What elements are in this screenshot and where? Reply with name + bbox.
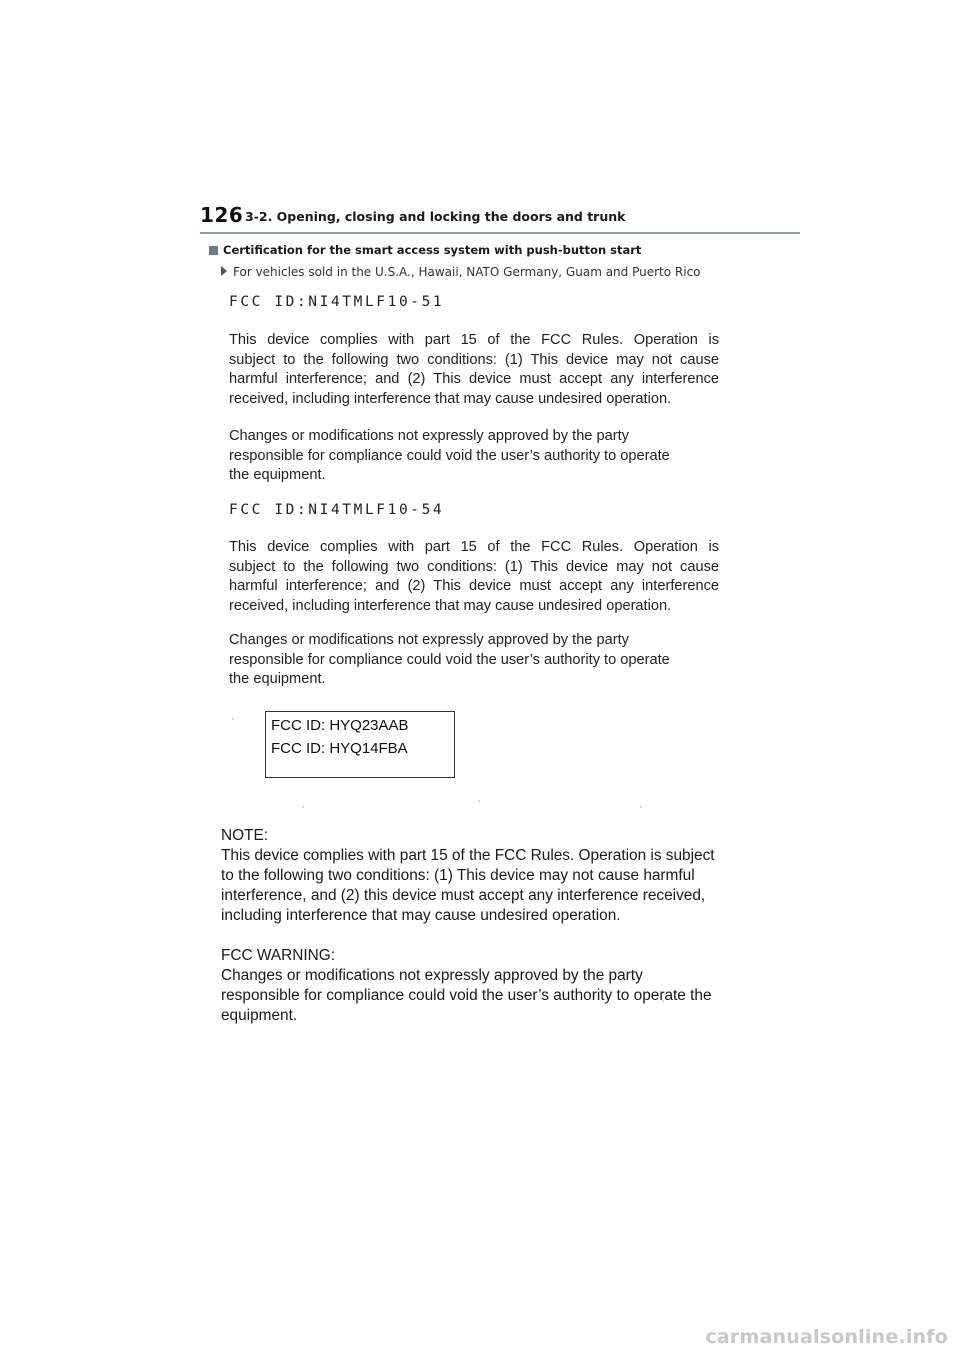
header-divider [200, 232, 800, 234]
vehicle-region-text: For vehicles sold in the U.S.A., Hawaii, NATO Germany, Guam and Puerto Rico [233, 265, 701, 279]
text-line: the equipment. [229, 671, 326, 688]
fcc-id-box [265, 711, 455, 778]
subheading [209, 243, 641, 257]
compliance-statement-1 [229, 331, 719, 409]
fcc-id-heading-1: FCC ID:NI4TMLF10-51 [229, 294, 445, 310]
note-section [221, 826, 741, 926]
vehicle-region-bullet [221, 265, 701, 279]
text-line: received, including interference that may cause undesired operation. [229, 597, 672, 614]
text-line: This device complies with part 15 of the FCC Rules. Operation is [229, 539, 719, 555]
fcc-id-line: FCC ID: HYQ23AAB [271, 717, 409, 734]
modification-warning-1 [229, 427, 719, 486]
scan-speck [232, 718, 234, 720]
text-line: received, including interference that may cause undesired operation. [229, 390, 672, 407]
text-line: harmful interference; and (2) This device must accept any interference [229, 371, 719, 388]
fcc-warning-section [221, 946, 741, 1026]
text-line: harmful interference; and (2) This device must accept any interference [229, 578, 719, 595]
text-line: responsible for compliance could void the user’s authority to operate [229, 651, 670, 668]
text-line: Changes or modifications not expressly approved by the party [221, 967, 643, 984]
fcc-id-line: FCC ID: HYQ14FBA [271, 740, 408, 757]
text-line: This device complies with part 15 of the FCC Rules. Operation is subject [221, 847, 715, 864]
text-line: equipment. [221, 1007, 298, 1024]
text-line: responsible for compliance could void the user’s authority to operate the [221, 987, 712, 1004]
square-bullet-icon [209, 246, 218, 255]
compliance-statement-2 [229, 538, 719, 616]
text-line: interference, and (2) this device must accept any interference received, [221, 887, 706, 904]
text-line: This device complies with part 15 of the FCC Rules. Operation is [229, 332, 719, 348]
subheading-text: Certification for the smart access system with push-button start [223, 243, 642, 257]
text-line: subject to the following two conditions: (1) This device may not cause [229, 351, 719, 368]
note-label: NOTE: [221, 827, 269, 844]
fcc-id-heading-2: FCC ID:NI4TMLF10-54 [229, 502, 445, 518]
modification-warning-2 [229, 631, 719, 690]
scan-speck [478, 800, 480, 802]
section-title: 3-2. Opening, closing and locking the doors and trunk [245, 209, 626, 224]
text-line: Changes or modifications not expressly approved by the party [229, 428, 629, 444]
triangle-bullet-icon [221, 266, 227, 276]
text-line: including interference that may cause undesired operation. [221, 907, 621, 924]
text-line: responsible for compliance could void the user’s authority to operate [229, 447, 670, 464]
text-line: Changes or modifications not expressly approved by the party [229, 632, 629, 648]
watermark: carmanualsonline.info [705, 1326, 948, 1348]
scan-speck [640, 806, 642, 808]
warning-label: FCC WARNING: [221, 947, 335, 964]
scan-speck [302, 806, 304, 808]
text-line: to the following two conditions: (1) This device may not cause harmful [221, 867, 695, 884]
text-line: subject to the following two conditions: (1) This device may not cause [229, 558, 719, 575]
text-line: the equipment. [229, 467, 326, 484]
page-number: 126 [200, 203, 244, 227]
